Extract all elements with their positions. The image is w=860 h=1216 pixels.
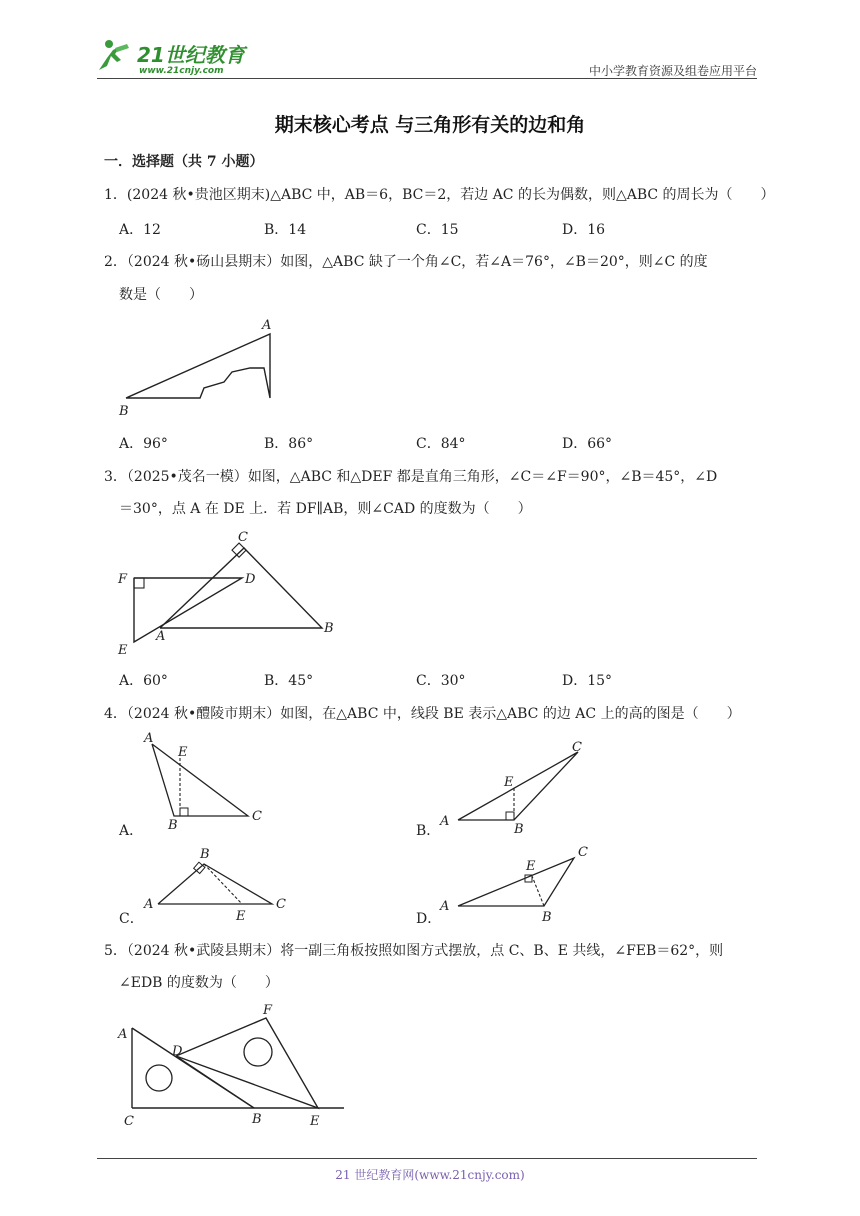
label-f: F — [263, 1003, 273, 1018]
label-b: B — [168, 818, 178, 832]
option-a: A． — [119, 823, 144, 839]
label-b: B — [514, 822, 524, 836]
question-source: （2025•茂名一模） — [126, 469, 248, 485]
page-title: 期末核心考点 与三角形有关的边和角 — [274, 114, 586, 136]
question-number: 5． — [104, 943, 127, 959]
label-a: A — [118, 1027, 128, 1042]
question-number: 2． — [104, 254, 127, 270]
option-a: A．60° — [119, 673, 168, 689]
label-d: D — [245, 572, 256, 587]
label-a: A — [144, 731, 154, 746]
question-number: 1． — [104, 187, 127, 203]
option-a: A．96° — [119, 436, 168, 452]
label-e: E — [526, 859, 536, 874]
option-b: B． — [416, 823, 441, 839]
question-number: 3． — [104, 469, 127, 485]
label-c: C — [578, 845, 588, 860]
question-text: △ABC 中，AB＝6，BC＝2，若边 AC 的长为偶数，则△ABC 的周长为（ ） — [270, 187, 775, 203]
footer-link[interactable]: 21 世纪教育网(www.21cnjy.com) — [335, 1168, 525, 1182]
label-a: A — [144, 897, 154, 912]
logo — [95, 36, 260, 76]
option-b: B．45° — [264, 673, 314, 689]
figure-q5 — [112, 1000, 348, 1132]
question-text: 如图，在△ABC 中，线段 BE 表示△ABC 的边 AC 上的高的图是（ ） — [280, 706, 741, 722]
question-text: 将一副三角板按照如图方式摆放，点 C、B、E 共线，∠FEB＝62°，则 — [280, 943, 724, 959]
label-e: E — [504, 775, 514, 790]
label-b: B — [200, 847, 210, 862]
label-a: A — [156, 629, 166, 644]
question-3 — [104, 467, 717, 487]
logo-text: 21世纪教育 — [137, 43, 245, 67]
question-source: （2024 秋•砀山县期末） — [126, 254, 281, 270]
option-d: D． — [416, 911, 442, 927]
option-b: B．86° — [264, 436, 314, 452]
label-b: B — [324, 621, 334, 636]
label-a: A — [440, 814, 450, 829]
option-b: B．14 — [264, 222, 307, 238]
label-e: E — [118, 643, 128, 658]
option-d: D．15° — [562, 673, 613, 689]
option-d: D．66° — [562, 436, 613, 452]
question-5 — [104, 941, 723, 961]
runner-icon — [99, 40, 129, 70]
label-c: C — [238, 530, 248, 545]
question-text: 如图，△ABC 缺了一个角∠C，若∠A＝76°，∠B＝20°，则∠C 的度 — [280, 254, 708, 270]
figure-q4-a — [140, 730, 270, 832]
label-a: A — [262, 318, 272, 333]
question-2 — [104, 252, 708, 272]
footer-divider — [97, 1158, 757, 1159]
label-b: B — [542, 910, 552, 924]
question-5-line2: ∠EDB 的度数为（ ） — [119, 975, 279, 991]
question-2-line2: 数是（ ） — [119, 287, 203, 303]
label-e: E — [178, 745, 188, 760]
label-c: C — [276, 897, 286, 912]
option-c: C． — [119, 911, 144, 927]
site-name: 中小学教育资源及组卷应用平台 — [588, 64, 757, 78]
header-divider — [97, 78, 757, 79]
label-e: E — [310, 1114, 320, 1129]
section-heading: 一．选择题（共 7 小题） — [104, 154, 264, 170]
question-1 — [104, 185, 775, 205]
question-source: （2024 秋•醴陵市期末） — [126, 706, 281, 722]
option-c: C．84° — [416, 436, 466, 452]
question-text: 如图，△ABC 和△DEF 都是直角三角形，∠C＝∠F＝90°，∠B＝45°，∠D — [247, 469, 718, 485]
question-source: （2024 秋•武陵县期末） — [126, 943, 281, 959]
label-c: C — [572, 740, 582, 755]
label-c: C — [252, 809, 262, 824]
option-a: A．12 — [119, 222, 161, 238]
figure-q4-c — [142, 842, 294, 924]
label-b: B — [119, 404, 129, 418]
figure-q4-b — [436, 740, 588, 836]
label-d: D — [172, 1044, 183, 1059]
question-3-line2: ＝30°，点 A 在 DE 上．若 DF∥AB，则∠CAD 的度数为（ ） — [119, 501, 532, 517]
figure-q4-d — [436, 842, 596, 924]
label-c: C — [124, 1114, 134, 1129]
option-c: C．15 — [416, 222, 459, 238]
option-c: C．30° — [416, 673, 466, 689]
logo-url: www.21cnjy.com — [139, 66, 224, 76]
question-source: (2024 秋•贵池区期末) — [126, 187, 271, 203]
question-4 — [104, 704, 741, 724]
figure-q3 — [112, 526, 344, 660]
label-f: F — [118, 572, 128, 587]
label-b: B — [252, 1112, 262, 1127]
figure-q2 — [112, 316, 287, 418]
label-e: E — [236, 909, 246, 924]
label-a: A — [440, 899, 450, 914]
option-d: D．16 — [562, 222, 606, 238]
question-number: 4． — [104, 706, 127, 722]
